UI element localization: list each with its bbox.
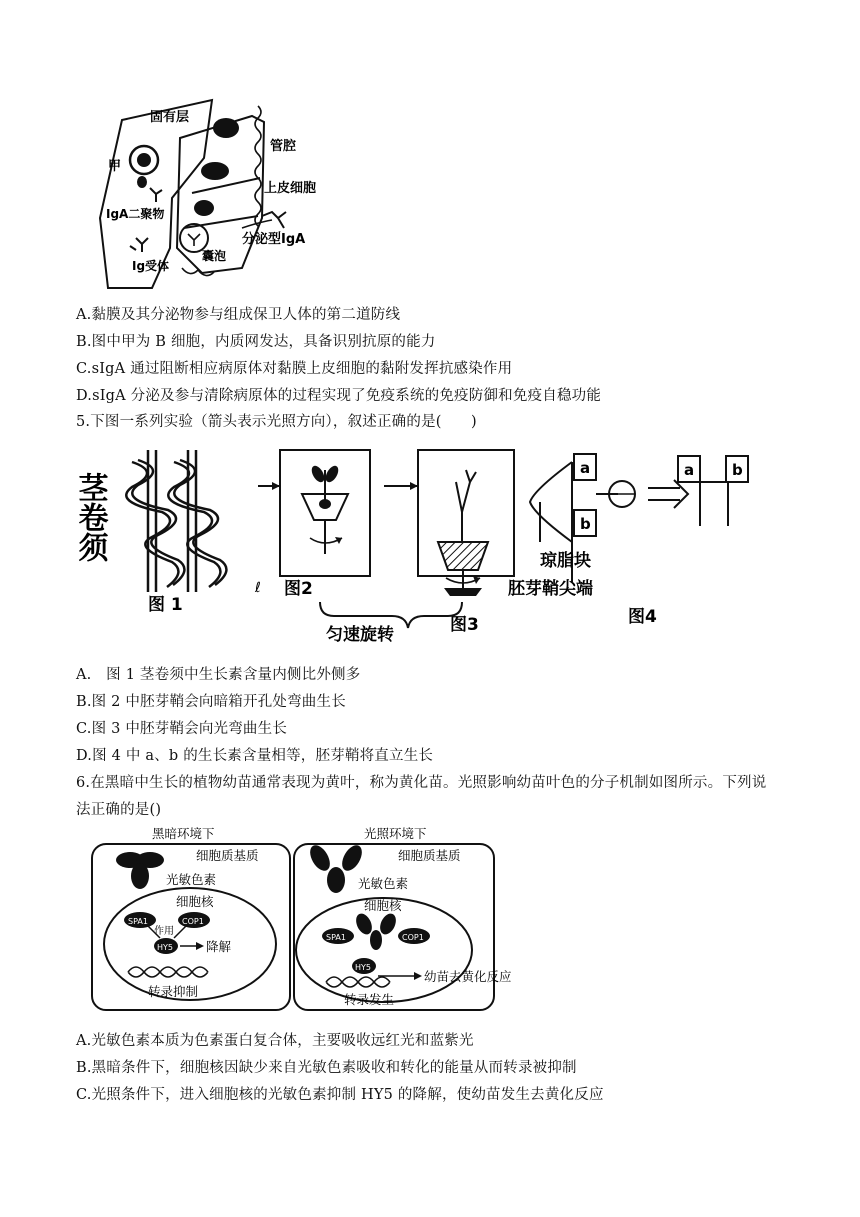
- light-title: 光照环境下: [364, 826, 427, 841]
- q5-option-a: A. 图 1 茎卷须中生长素含量内侧比外侧多: [76, 667, 361, 683]
- result-b-label: b: [732, 461, 743, 479]
- dark-phytochrome-label: 光敏色素: [166, 872, 217, 887]
- agar-a-label: a: [580, 459, 591, 477]
- fig3-base: [444, 588, 482, 596]
- light-phytochrome-label: 光敏色素: [358, 876, 409, 891]
- q6-option-b: B.黑暗条件下，细胞核因缺少来自光敏色素吸收和转化的能量从而转录被抑制: [76, 1060, 577, 1076]
- light-dna: [326, 977, 390, 987]
- epithelial-nucleus: [194, 200, 214, 216]
- stray-mark: ℓ: [255, 580, 261, 596]
- agar-b-label: b: [580, 515, 591, 533]
- secretory-iga-icon: [262, 212, 286, 228]
- q6-option-a: A.光敏色素本质为色素蛋白复合体，主要吸收远红光和蓝紫光: [76, 1033, 474, 1049]
- q6-stem-line1: 6.在黑暗中生长的植物幼苗通常表现为黄叶，称为黄化苗。光照影响幼苗叶色的分子机制如图所示。下列说: [76, 775, 767, 791]
- fig2-box: [280, 450, 370, 576]
- epithelial-nucleus: [201, 162, 229, 180]
- label-lamina: 固有层: [150, 110, 190, 125]
- dark-degrade-label: 降解: [206, 939, 232, 954]
- dark-cop1: COP1: [182, 917, 204, 926]
- ig-receptor-icon: [130, 238, 148, 252]
- light-hy5: HY5: [355, 963, 371, 972]
- epithelial-nucleus: [213, 118, 239, 138]
- lumen-microvilli: [255, 106, 261, 226]
- light-cop1: COP1: [402, 933, 424, 942]
- coleoptile-tip-label: 胚芽鞘尖端: [508, 579, 593, 599]
- q4-option-a: A.黏膜及其分泌物参与组成保卫人体的第二道防线: [76, 307, 401, 323]
- q5-option-d: D.图 4 中 a、b 的生长素含量相等，胚芽鞘将直立生长: [76, 748, 434, 764]
- transfer-arrow: [648, 480, 688, 508]
- q5-stem: 5.下图一系列实验（箭头表示光照方向），叙述正确的是( ): [76, 414, 477, 430]
- dark-nucleus-label: 细胞核: [176, 894, 214, 909]
- fig3-seedling: [456, 470, 476, 542]
- dark-spa1: SPA1: [128, 917, 148, 926]
- fig3-pot: [438, 542, 488, 570]
- fig1-label: 图 1: [148, 595, 183, 615]
- deetiolation-label: 幼苗去黄化反应: [424, 969, 512, 984]
- fig2-label: 图2: [284, 579, 313, 599]
- dark-title: 黑暗环境下: [152, 826, 215, 841]
- dark-repressed-label: 转录抑制: [148, 984, 199, 999]
- q4-option-c: C.sIgA 通过阻断相应病原体对黏膜上皮细胞的黏附发挥抗感染作用: [76, 361, 513, 377]
- light-cytoplasm-label: 细胞质基质: [398, 848, 461, 863]
- light-spa1: SPA1: [326, 933, 346, 942]
- tendril-title: 茎卷须: [72, 472, 108, 562]
- vesicle: [180, 224, 208, 252]
- label-dimer: IgA二聚物: [106, 207, 165, 221]
- dark-dna: [128, 967, 208, 977]
- q6-option-c: C.光照条件下，进入细胞核的光敏色素抑制 HY5 的降解，使幼苗发生去黄化反应: [76, 1087, 604, 1103]
- tendril-figure: [126, 450, 226, 592]
- fig4-label: 图4: [628, 607, 657, 627]
- dark-hy5: HY5: [157, 943, 173, 952]
- label-secretory: 分泌型IgA: [242, 232, 306, 247]
- label-receptor: Ig受体: [132, 259, 170, 273]
- fig3-label: 图3: [450, 615, 479, 635]
- dark-action-label: 作用: [154, 926, 174, 937]
- dark-cytoplasm-label: 细胞质基质: [196, 848, 259, 863]
- label-jia: 甲: [108, 159, 122, 174]
- auxin-experiment-diagram: [72, 442, 768, 652]
- result-a-label: a: [684, 461, 695, 479]
- label-vesicle: 囊泡: [202, 249, 227, 263]
- q4-option-d: D.sIgA 分泌及参与清除病原体的过程实现了免疫系统的免疫防御和免疫自稳功能: [76, 388, 602, 404]
- iga-dimer-icon: [150, 188, 162, 202]
- q6-stem-line2: 法正确的是(): [76, 802, 162, 818]
- label-lumen: 管腔: [270, 139, 297, 154]
- rotation-label: 匀速旋转: [326, 625, 394, 645]
- agar-label: 琼脂块: [540, 551, 591, 571]
- q5-option-b: B.图 2 中胚芽鞘会向暗箱开孔处弯曲生长: [76, 694, 346, 710]
- q4-option-b: B.图中甲为 B 细胞，内质网发达，具备识别抗原的能力: [76, 334, 436, 350]
- q5-option-c: C.图 3 中胚芽鞘会向光弯曲生长: [76, 721, 288, 737]
- light-nucleus-label: 细胞核: [364, 898, 402, 913]
- iga-secretion-diagram: [92, 98, 352, 290]
- phytochrome-mechanism-diagram: [88, 826, 528, 1016]
- label-epithelial: 上皮细胞: [264, 181, 317, 196]
- light-occurs-label: 转录发生: [344, 992, 395, 1007]
